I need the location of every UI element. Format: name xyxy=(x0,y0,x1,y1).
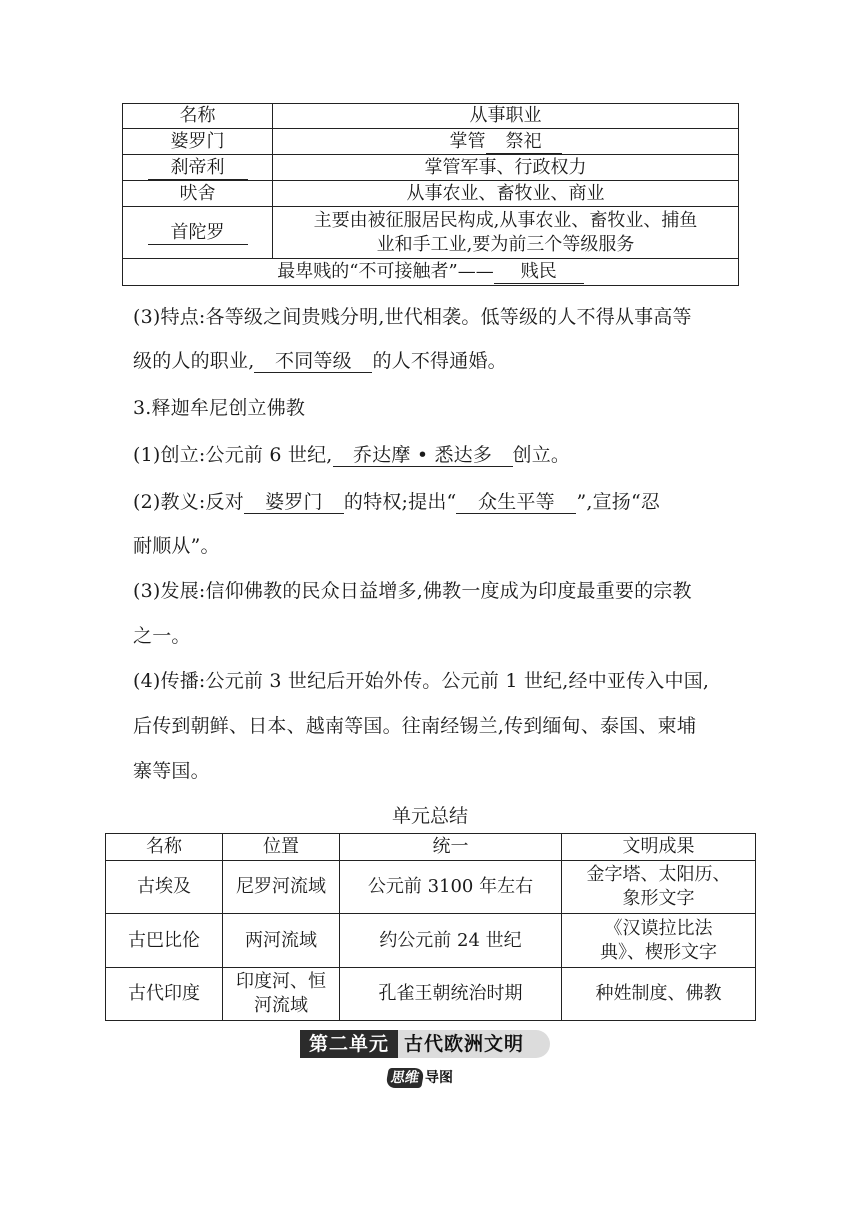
caste-header-name: 名称 xyxy=(123,104,273,129)
summary-cell: 约公元前 24 世纪 xyxy=(340,914,562,968)
summary-cell: 尼罗河流域 xyxy=(223,861,340,914)
caste-footer: 最卑贱的“不可接触者”—— 贱民 xyxy=(123,259,739,286)
summary-table xyxy=(105,833,756,1021)
caste-job-shudra: 主要由被征服居民构成,从事农业、畜牧业、捕鱼 业和手工业,要为前三个等级服务 xyxy=(273,207,739,259)
summary-cell: 公元前 3100 年左右 xyxy=(340,861,562,914)
summary-cell: 印度河、恒 河流域 xyxy=(223,968,340,1021)
para-3-line1: (3)特点:各等级之间贵贱分明,世代相袭。低等级的人不得从事高等 xyxy=(133,306,692,328)
buddhism-doctrine-line1: (2)教义:反对 婆罗门 的特权;提出“ 众生平等 ”,宣扬“忍 xyxy=(133,491,661,513)
para-3-line2: 级的人的职业, 不同等级 的人不得通婚。 xyxy=(133,350,507,372)
summary-header-location: 位置 xyxy=(223,834,340,861)
blank-untouchable: 贱民 xyxy=(494,261,584,284)
unit-number: 第二单元 xyxy=(300,1030,398,1058)
buddhism-spread-line3: 寨等国。 xyxy=(133,760,210,782)
caste-job-kshatriya: 掌管军事、行政权力 xyxy=(273,155,739,181)
blank-sacrifice: 祭祀 xyxy=(486,131,562,154)
summary-cell: 古巴比伦 xyxy=(106,914,223,968)
caste-name-brahmin: 婆罗门 xyxy=(123,129,273,155)
caste-name-shudra xyxy=(123,207,273,259)
summary-cell: 孔雀王朝统治时期 xyxy=(340,968,562,1021)
buddhism-founding: (1)创立:公元前 6 世纪, 乔达摩 • 悉达多 创立。 xyxy=(133,444,571,466)
summary-header-achievements: 文明成果 xyxy=(562,834,756,861)
summary-header-unify: 统一 xyxy=(340,834,562,861)
caste-job-brahmin: 掌管 祭祀 xyxy=(273,129,739,155)
summary-title: 单元总结 xyxy=(391,805,468,827)
blank-brahmin: 婆罗门 xyxy=(244,491,344,514)
caste-name-kshatriya xyxy=(123,155,273,181)
caste-header-job: 从事职业 xyxy=(273,104,739,129)
caste-table xyxy=(122,103,739,286)
summary-cell: 种姓制度、佛教 xyxy=(562,968,756,1021)
unit-banner xyxy=(300,1030,550,1058)
buddhism-doctrine-line2: 耐顺从”。 xyxy=(133,535,220,557)
blank-shudra: 首陀罗 xyxy=(148,222,248,245)
blank-founder: 乔达摩 • 悉达多 xyxy=(333,444,513,467)
summary-cell: 古埃及 xyxy=(106,861,223,914)
blank-different-caste: 不同等级 xyxy=(254,350,372,373)
blank-equality: 众生平等 xyxy=(456,491,576,514)
summary-header-name: 名称 xyxy=(106,834,223,861)
summary-cell: 金字塔、太阳历、 象形文字 xyxy=(562,861,756,914)
buddhism-development-line2: 之一。 xyxy=(133,625,191,647)
summary-cell: 《汉谟拉比法 典》、楔形文字 xyxy=(562,914,756,968)
summary-cell: 古代印度 xyxy=(106,968,223,1021)
caste-job-vaishya: 从事农业、畜牧业、商业 xyxy=(273,181,739,207)
mind-map-label: 思维 导图 xyxy=(387,1068,477,1088)
blank-kshatriya: 刹帝利 xyxy=(148,157,248,180)
buddhism-spread-line2: 后传到朝鲜、日本、越南等国。往南经锡兰,传到缅甸、泰国、柬埔 xyxy=(133,715,697,737)
buddhism-spread-line1: (4)传播:公元前 3 世纪后开始外传。公元前 1 世纪,经中亚传入中国, xyxy=(133,670,710,692)
buddhism-development-line1: (3)发展:信仰佛教的民众日益增多,佛教一度成为印度最重要的宗教 xyxy=(133,580,692,602)
unit-title: 古代欧洲文明 xyxy=(398,1030,550,1058)
section-heading-buddhism: 3.释迦牟尼创立佛教 xyxy=(133,397,306,419)
summary-cell: 两河流域 xyxy=(223,914,340,968)
caste-name-vaishya: 吠舍 xyxy=(123,181,273,207)
